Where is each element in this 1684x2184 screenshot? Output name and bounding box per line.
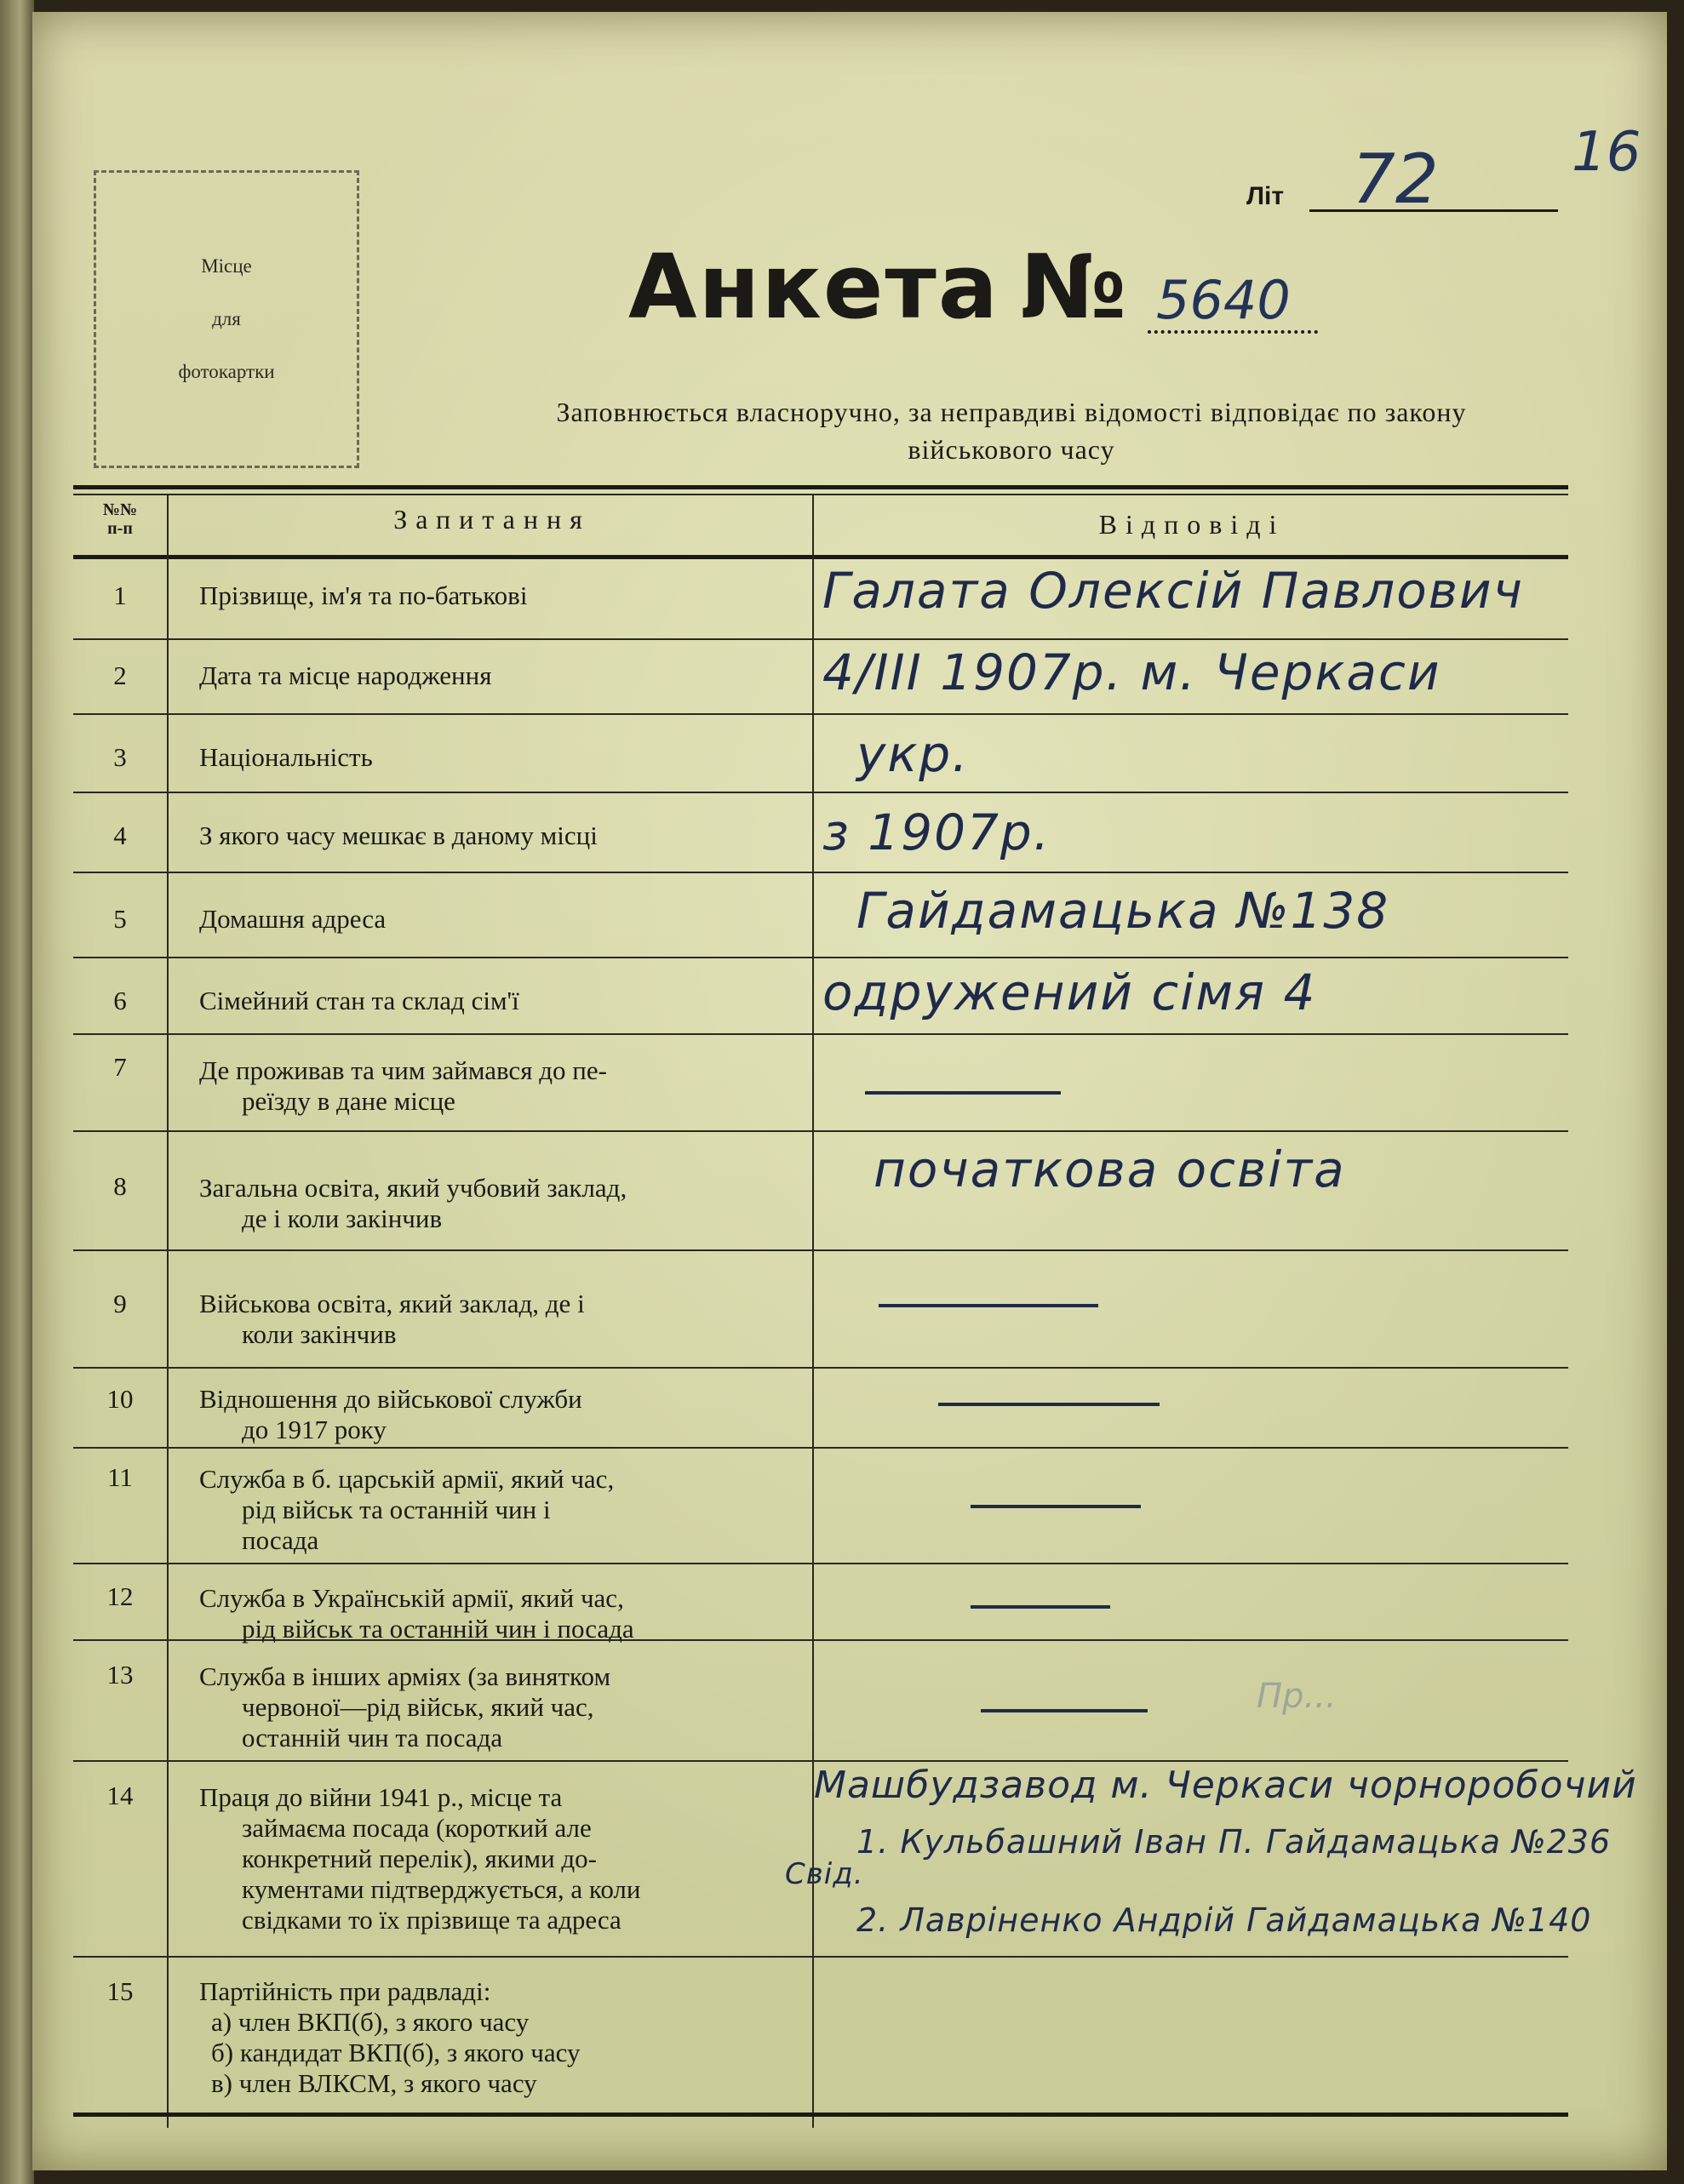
- lit-label: Літ: [1246, 182, 1285, 210]
- answer-witness-1: 1. Кульбашний Іван П. Гайдамацька №236: [856, 1823, 1612, 1861]
- row-rule: [73, 1956, 1568, 1958]
- row-rule: [73, 792, 1568, 793]
- answer-dash: [865, 1091, 1061, 1095]
- row-number: 12: [106, 1581, 134, 1611]
- question-text: Прізвище, ім'я та по-батькові: [199, 580, 528, 610]
- row-number: 2: [113, 660, 127, 690]
- answer-handwritten: початкова освіта: [874, 1141, 1346, 1198]
- question-text: Служба в б. царській армії, який час, рід військ та останній чин і посада: [199, 1464, 615, 1555]
- answer-dash: [938, 1403, 1160, 1406]
- row-rule: [73, 1563, 1568, 1564]
- row-number: 15: [106, 1976, 134, 2006]
- answer-handwritten: Галата Олексій Павлович: [822, 562, 1524, 620]
- row-rule: [73, 1760, 1568, 1762]
- row-number: 11: [107, 1462, 133, 1492]
- header-number-line2: п-п: [107, 519, 133, 538]
- header-number-line1: №№: [102, 500, 138, 519]
- row-rule: [73, 957, 1568, 958]
- answer-workplace: Машбудзавод м. Черкаси чорноробочий: [814, 1764, 1637, 1807]
- question-text: З якого часу мешкає в даному місці: [199, 820, 598, 850]
- page-number: 16: [1572, 121, 1641, 184]
- faded-margin-stamp: Пр...: [1257, 1677, 1337, 1716]
- answer-dash: [971, 1505, 1141, 1508]
- answer-dash: [879, 1304, 1098, 1307]
- photo-placeholder: [94, 170, 359, 468]
- questionnaire-sheet: [32, 12, 1667, 2170]
- number-sign: №: [1020, 235, 1127, 339]
- row-rule: [73, 872, 1568, 873]
- row-number: 5: [113, 904, 127, 934]
- photo-label-3: фотокартки: [178, 361, 275, 382]
- photo-label-1: Місце: [201, 255, 252, 277]
- table-top-rule: [73, 485, 1568, 489]
- row-number: 6: [113, 986, 127, 1015]
- row-rule: [73, 1130, 1568, 1132]
- question-text: Служба в Українській армії, який час, рід військ та останній чин і посада: [199, 1583, 634, 1644]
- subtitle-line-1: Заповнюється власноручно, за неправдиві відомості відповідає по закону: [556, 397, 1467, 427]
- lit-value: 72: [1352, 140, 1439, 219]
- answer-handwritten: 4/III 1907р. м. Черкаси: [822, 643, 1441, 701]
- question-text: Загальна освіта, який учбовий заклад, де і коли закінчив: [199, 1173, 627, 1233]
- subtitle-line-2: військового часу: [908, 434, 1115, 465]
- left-page-edge: [0, 0, 34, 2184]
- question-text: Партійність при радвладі: а) член ВКП(б), з якого часу б) кандидат ВКП(б), з якого часу в) член ВЛКСМ, з якого часу: [199, 1976, 581, 2098]
- header-bottom-rule: [73, 555, 1568, 559]
- answer-handwritten: з 1907р.: [822, 803, 1051, 861]
- answer-handwritten: Гайдамацька №138: [856, 882, 1390, 940]
- questionnaire-number: 5640: [1156, 269, 1291, 331]
- column-divider-1: [167, 494, 169, 2128]
- row-rule: [73, 1033, 1568, 1035]
- row-number: 10: [106, 1384, 134, 1414]
- row-number: 9: [113, 1289, 127, 1318]
- question-text: Праця до війни 1941 р., місце та займаєма посада (короткий але конкретний перелік), якими до- кументами підтверджується, а коли свідками то їх прізвище та адреса: [199, 1782, 641, 1935]
- row-number: 8: [113, 1171, 127, 1201]
- answer-witness-2: 2. Лавріненко Андрій Гайдамацька №140: [856, 1901, 1592, 1939]
- answer-dash: [971, 1605, 1110, 1609]
- answer-handwritten: одружений сімя 4: [822, 963, 1317, 1021]
- row-rule: [73, 1249, 1568, 1251]
- header-question: Запитання: [393, 504, 591, 535]
- table-top-rule-2: [73, 494, 1568, 495]
- row-number: 4: [113, 820, 127, 850]
- photo-label-2: для: [212, 308, 241, 329]
- question-text: Домашня адреса: [199, 904, 387, 934]
- row-rule: [73, 1447, 1568, 1449]
- question-text: Сімейний стан та склад сім'ї: [199, 986, 519, 1015]
- question-text: Національність: [199, 742, 373, 772]
- row-number: 3: [113, 742, 127, 772]
- question-text: Військова освіта, який заклад, де і коли закінчив: [199, 1289, 585, 1349]
- question-text: Служба в інших арміях (за винятком червоної—рід військ, який час, останній чин та посада: [199, 1661, 611, 1752]
- answer-witness-label: Свід.: [785, 1857, 864, 1891]
- question-text: Дата та місце народження: [199, 660, 492, 690]
- row-number: 7: [113, 1052, 127, 1082]
- document-title: Анкета: [628, 235, 1000, 339]
- question-text: Де проживав та чим займався до пе- реїзду в дане місце: [199, 1055, 607, 1116]
- answer-dash: [981, 1709, 1148, 1712]
- answer-handwritten: укр.: [856, 725, 970, 783]
- row-number: 13: [106, 1660, 134, 1689]
- row-rule: [73, 638, 1568, 640]
- row-rule: [73, 1367, 1568, 1369]
- header-answer: Відповіді: [1098, 509, 1286, 540]
- row-number: 14: [106, 1781, 134, 1810]
- table-bottom-rule: [73, 2113, 1568, 2117]
- header-number: [73, 500, 167, 538]
- row-rule: [73, 713, 1568, 715]
- row-number: 1: [113, 580, 127, 610]
- question-text: Відношення до військової служби до 1917 року: [199, 1384, 582, 1444]
